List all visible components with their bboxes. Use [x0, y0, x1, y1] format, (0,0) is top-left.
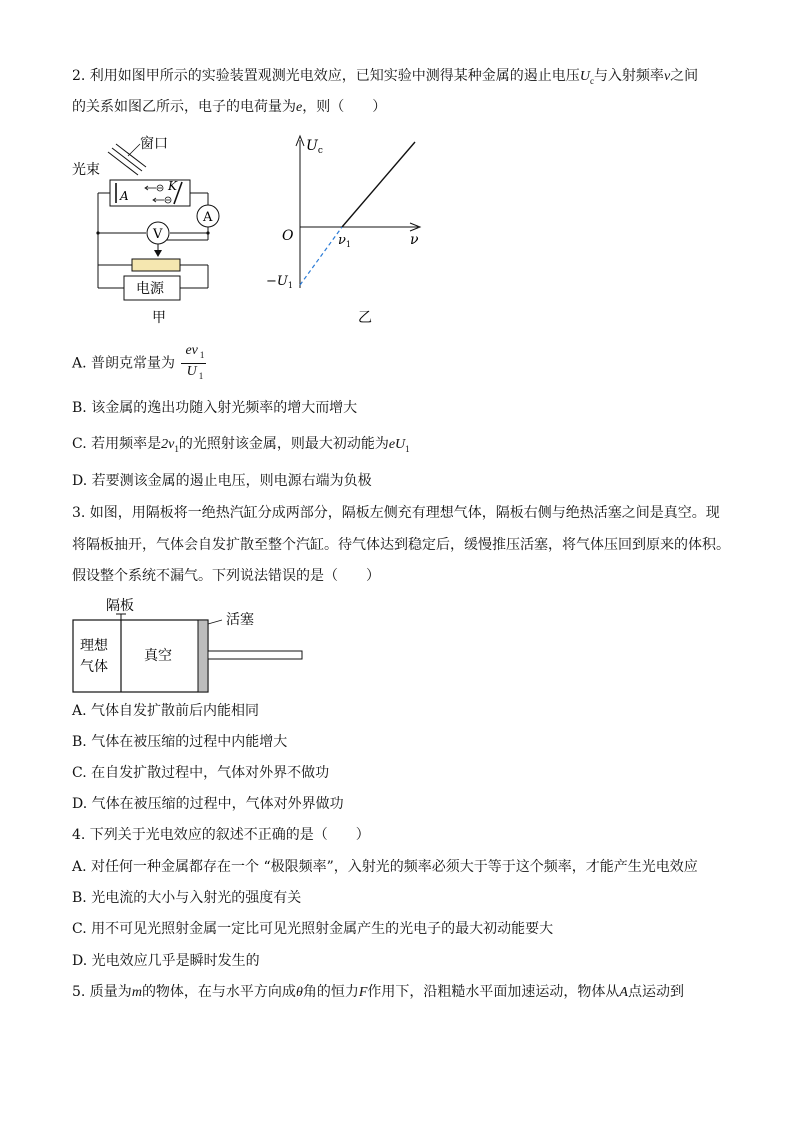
- symbol-nu: ν: [663, 69, 671, 84]
- label-power: 电源: [136, 281, 164, 297]
- symbol-eu1: $eU_1$: [388, 437, 410, 454]
- q5-text-e: 点运动到: [627, 984, 684, 1000]
- graph-neg-u1: $-U_1$: [266, 274, 293, 290]
- q3-stem-line-3: 假设整个系统不漏气。下列说法错误的是（ ）: [72, 568, 380, 584]
- q2-option-a: [72, 343, 206, 384]
- option-a-text: A. 普朗克常量为: [72, 355, 176, 372]
- figure-jia-circuit: [70, 130, 230, 330]
- label-voltmeter: V: [153, 227, 163, 242]
- q2-stem-text-c: 之间: [670, 68, 699, 84]
- graph-ylabel: $U_c$: [306, 138, 323, 156]
- figure-yi-graph: [262, 130, 432, 330]
- q4-option-c: C. 用不可见光照射金属一定比可见光照射金属产生的光电子的最大初动能要大: [72, 921, 554, 937]
- piston: [198, 620, 208, 692]
- symbol-2nu1: $2\nu_1$: [161, 437, 179, 454]
- label-ammeter: A: [203, 210, 213, 225]
- q2-stem-text-b: 与入射频率: [593, 68, 664, 84]
- window-pointer: [128, 144, 140, 156]
- q4-stem: 4. 下列关于光电效应的叙述不正确的是（ ）: [72, 827, 370, 843]
- q2-option-c: [72, 434, 410, 459]
- label-anode: A: [120, 189, 129, 203]
- q3-option-d: D. 气体在被压缩的过程中，气体对外界做功: [72, 796, 344, 812]
- node-dot: [96, 231, 99, 234]
- q2-stem-line-1: [72, 66, 698, 91]
- label-window: 窗口: [140, 136, 168, 152]
- graph-origin: O: [282, 228, 294, 244]
- symbol-e: e: [296, 100, 303, 115]
- q3-option-a: A. 气体自发扩散前后内能相同: [72, 703, 260, 719]
- graph-nu1: $\nu_1$: [338, 233, 351, 249]
- q2-stem-text-2b: ，则（ ）: [302, 99, 387, 115]
- option-c-text: C. 若用频率是: [72, 436, 162, 452]
- q5-text-b: 的物体，在与水平方向成: [141, 984, 296, 1000]
- q5-text-c: 角的恒力: [302, 984, 359, 1000]
- q4-option-a: A. 对任何一种金属都存在一个 “极限频率”，入射光的频率必须大于等于这个频率，才能产生光电效应: [72, 859, 698, 875]
- dashed-extension: [300, 227, 342, 285]
- q5-stem: [72, 982, 684, 1003]
- symbol-f: F: [358, 985, 368, 1000]
- caption-jia: 甲: [152, 310, 166, 326]
- q2-stem-line-2: [72, 97, 386, 118]
- symbol-uc: $U_c$: [579, 69, 594, 86]
- q5-text-a: 5. 质量为: [72, 984, 132, 1000]
- q3-stem-line-1: 3. 如图，用隔板将一绝热汽缸分成两部分，隔板左侧充有理想气体，隔板右侧与绝热活塞之间是真空。现: [72, 505, 720, 521]
- q2-option-b: B. 该金属的逸出功随入射光频率的增大而增大: [72, 400, 358, 416]
- q2-stem-text-2: 的关系如图乙所示，电子的电荷量为: [72, 99, 296, 115]
- q3-option-c: C. 在自发扩散过程中，气体对外界不做功: [72, 765, 330, 781]
- piston-rod: [208, 651, 302, 659]
- q4-option-d: D. 光电效应几乎是瞬时发生的: [72, 953, 260, 969]
- figure-cylinder: [70, 594, 310, 698]
- q5-text-d: 作用下，沿粗糙水平面加速运动，物体从: [367, 984, 620, 1000]
- uc-nu-line: [342, 142, 415, 227]
- caption-yi: 乙: [358, 310, 372, 326]
- label-cathode: K: [168, 179, 177, 193]
- symbol-theta: θ: [295, 985, 303, 1000]
- q3-stem-line-2: 将隔板抽开，气体会自发扩散至整个汽缸。待气体达到稳定后，缓慢推压活塞，将气体压回到原来的体积。: [72, 537, 730, 553]
- label-gas-line-1: 理想: [80, 638, 108, 654]
- label-vacuum: 真空: [144, 648, 172, 664]
- label-gas-line-2: 气体: [80, 659, 108, 675]
- fraction-e-nu1-over-u1: $\frac{e\nu _1}{U _1}$: [181, 343, 206, 384]
- q4-option-b: B. 光电流的大小与入射光的强度有关: [72, 890, 302, 906]
- q2-stem-text: 2. 利用如图甲所示的实验装置观测光电效应，已知实验中测得某种金属的遏止电压: [72, 68, 580, 84]
- q2-option-d: D. 若要测该金属的遏止电压，则电源右端为负极: [72, 473, 372, 489]
- symbol-m: m: [131, 985, 142, 1000]
- q3-option-b: B. 气体在被压缩的过程中内能增大: [72, 734, 288, 750]
- node-dot: [206, 231, 209, 234]
- rheostat: [132, 259, 180, 271]
- graph-xlabel: ν: [410, 232, 419, 248]
- label-partition: 隔板: [106, 598, 134, 614]
- slider-arrow: [154, 250, 162, 257]
- label-beam: 光束: [72, 162, 100, 178]
- label-piston: 活塞: [226, 612, 254, 628]
- piston-pointer: [208, 620, 222, 624]
- option-c-text-mid: 的光照射该金属，则最大初动能为: [178, 436, 389, 452]
- cylinder-body: [73, 620, 208, 692]
- symbol-a: A: [619, 985, 628, 1000]
